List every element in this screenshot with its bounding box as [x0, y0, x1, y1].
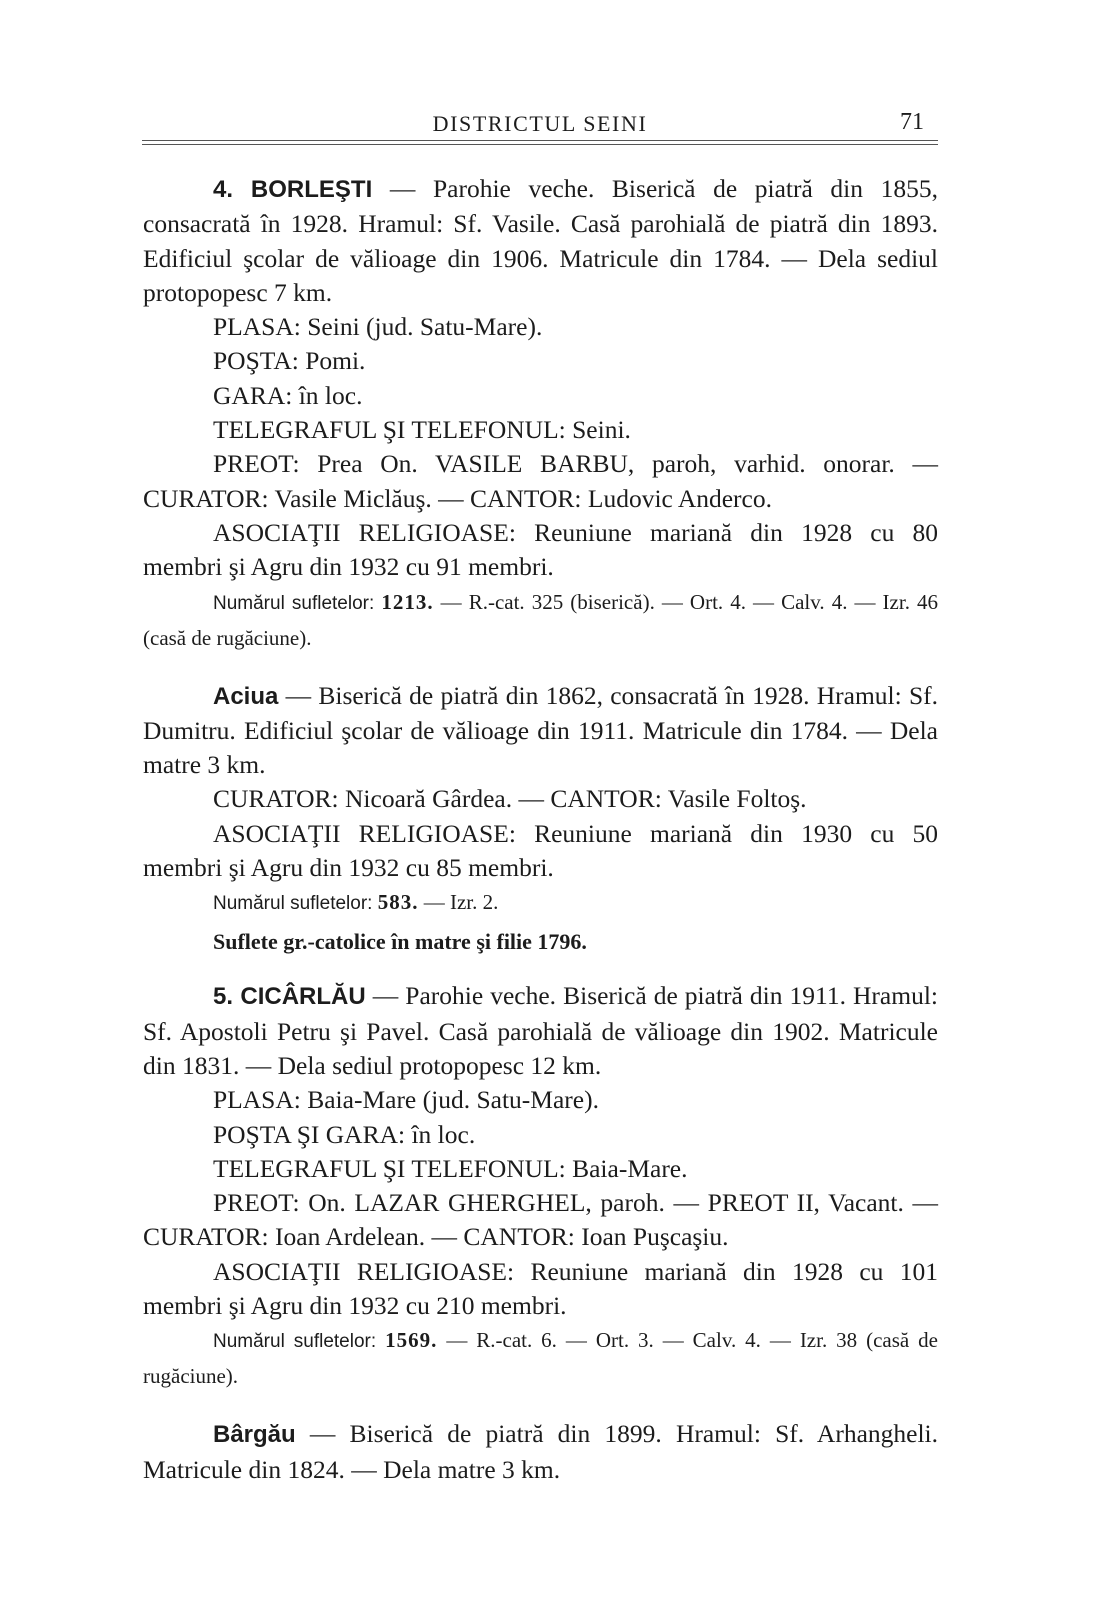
parish-description-text: — Biserică de piatră din 1899. Hramul: Sf. Arhangheli. Matricule din 1824. — Dela matre 3 km.	[143, 1419, 938, 1484]
parish-description	[143, 172, 938, 310]
page-body	[143, 172, 938, 1487]
souls-count	[143, 1323, 938, 1393]
souls-value: 1569.	[385, 1328, 438, 1353]
parish-heading: 5. CICÂRLĂU	[213, 983, 366, 1011]
clergy-line: PREOT: Prea On. VASILE BARBU, paroh, varhid. onorar. — CURATOR: Vasile Miclăuş. — CANTOR: Ludovic Anderco.	[143, 449, 938, 513]
associations-line: ASOCIAŢII RELIGIOASE: Reuniune mariană din 1930 cu 50 membri şi Agru din 1932 cu 85 membri.	[143, 818, 938, 883]
spacer	[143, 959, 938, 979]
parish-heading: Aciua	[213, 682, 279, 710]
souls-label: Numărul sufletelor:	[213, 592, 375, 614]
parish-description	[143, 1417, 938, 1487]
clergy-line: CURATOR: Nicoară Gârdea. — CANTOR: Vasile Foltoş.	[213, 784, 807, 814]
parish-description-text: — Parohie veche. Biserică de piatră din 1911. Hramul: Sf. Apostoli Petru şi Pavel. Casă parohială de vălioage din 1902. Matricule din 1831. — Dela sediul protopopesc 12 km.	[143, 981, 938, 1080]
souls-value: 583.	[377, 890, 419, 915]
telegraf-line: TELEGRAFUL ŞI TELEFONUL: Baia-Mare.	[213, 1153, 688, 1183]
parish-entry-borlesti	[143, 172, 938, 655]
posta-line: POŞTA: Pomi.	[213, 346, 366, 376]
souls-count	[143, 585, 938, 655]
souls-label: Numărul sufletelor:	[213, 1331, 377, 1353]
running-title: DISTRICTUL SEINI	[432, 111, 648, 136]
souls-label: Numărul sufletelor:	[213, 893, 373, 915]
parish-heading: 4. BORLEŞTI	[213, 176, 373, 203]
posta-line: POŞTA ŞI GARA: în loc.	[213, 1119, 476, 1149]
parish-description	[143, 679, 938, 783]
plasa-line: PLASA: Baia-Mare (jud. Satu-Mare).	[213, 1085, 599, 1115]
associations-line: ASOCIAŢII RELIGIOASE: Reuniune mariană din 1928 cu 80 membri şi Agru din 1932 cu 91 membri.	[143, 517, 938, 582]
gara-line: GARA: în loc.	[213, 380, 363, 410]
souls-breakdown: — Izr. 2.	[423, 890, 499, 915]
plasa-line: PLASA: Seini (jud. Satu-Mare).	[213, 312, 543, 342]
associations-line: ASOCIAŢII RELIGIOASE: Reuniune mariană din 1928 cu 101 membri şi Agru din 1932 cu 210 membri.	[143, 1256, 938, 1321]
parish-description	[143, 979, 938, 1083]
parish-entry-bargau	[143, 1417, 938, 1487]
souls-count	[143, 885, 938, 921]
souls-value: 1213.	[381, 589, 434, 614]
parish-heading: Bârgău	[213, 1421, 296, 1449]
parish-entry-cicarlau	[143, 979, 938, 1393]
parish-description-text: — Biserică de piatră din 1862, consacrată în 1928. Hramul: Sf. Dumitru. Edificiul şcolar de vălioage din 1911. Matricule din 1784. — Dela matre 3 km.	[143, 680, 939, 780]
parish-entry-aciua	[143, 679, 938, 960]
header-rule-top	[142, 140, 938, 141]
parish-description-text: — Parohie veche. Biserică de piatră din 1855, consacrată în 1928. Hramul: Sf. Vasile. Casă parohială de piatră din 1893. Edificiul şcolar de vălioage din 1906. Matricule din 1784. — Dela sediul protopopesc 7 km.	[143, 174, 938, 307]
clergy-line: PREOT: On. LAZAR GHERGHEL, paroh. — PREOT II, Vacant. — CURATOR: Ioan Ardelean. — CANTOR: Ioan Puşcaşiu.	[143, 1188, 938, 1252]
souls-breakdown: — R.-cat. 6. — Ort. 3. — Calv. 4. — Izr. 38 (casă de rugăciune).	[143, 1328, 939, 1389]
souls-breakdown: — R.-cat. 325 (biserică). — Ort. 4. — Calv. 4. — Izr. 46 (casă de rugăciune).	[143, 589, 939, 650]
spacer	[143, 655, 938, 679]
telegraf-line: TELEGRAFUL ŞI TELEFONUL: Seini.	[213, 415, 631, 445]
summary-line: Suflete gr.-catolice în matre şi filie 1796.	[213, 929, 587, 955]
page-number: 71	[900, 109, 924, 135]
header-rule-bottom	[142, 144, 938, 145]
spacer	[143, 1393, 938, 1417]
page-header	[142, 108, 938, 138]
